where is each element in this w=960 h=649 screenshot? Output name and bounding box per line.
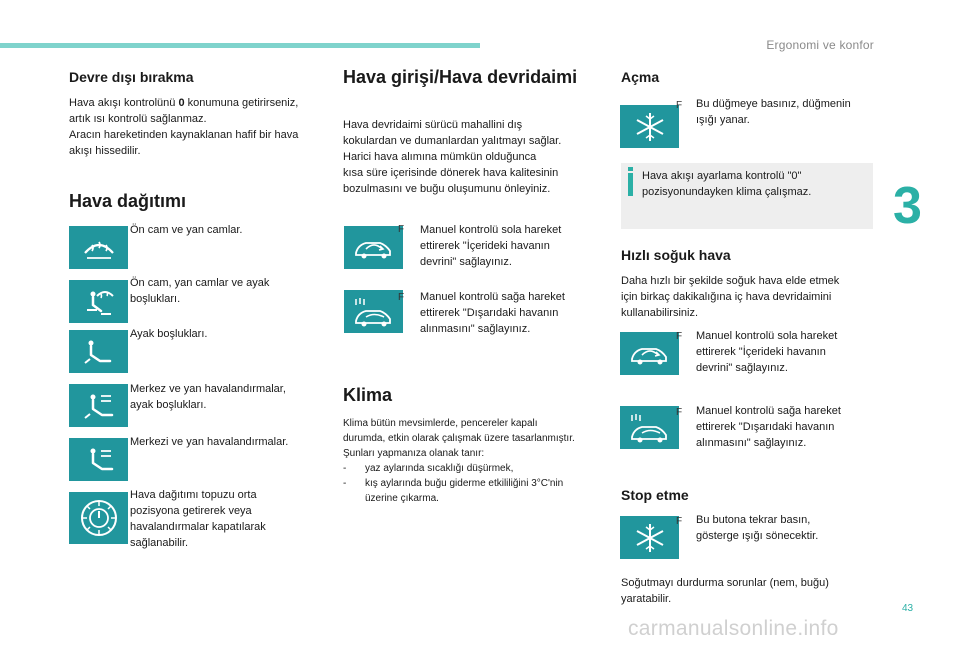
quick-recirculation-instruction: Manuel kontrolü sola hareket ettirerek "İçerideki havanın devrini" sağlayınız.	[696, 330, 838, 374]
section-title: Ergonomi ve konfor	[766, 38, 874, 52]
stop-heading: Stop etme	[621, 487, 689, 503]
distribution-item-4: Merkez ve yan havalandırmalar, ayak boşlukları.	[130, 383, 286, 411]
bullet-marker: F	[398, 224, 405, 235]
stop-note: Soğutmayı durdurma sorunlar (nem, buğu) yaratabilir.	[621, 577, 829, 605]
fresh-air-intake-icon	[620, 406, 679, 449]
distribution-item-2: Ön cam, yan camlar ve ayak boşlukları.	[130, 277, 270, 305]
snowflake-ac-icon	[620, 105, 679, 148]
distribution-item-5: Merkezi ve yan havalandırmalar.	[130, 436, 289, 448]
quick-cool-heading: Hızlı soğuk hava	[621, 247, 731, 263]
snowflake-ac-icon	[620, 516, 679, 559]
fresh-air-instruction: Manuel kontrolü sağa hareket ettirerek "Dışarıdaki havanın alınmasını" sağlayınız.	[420, 291, 565, 335]
deactivate-text: Hava akışı kontrolünü 0 konumuna getirirseniz, artık ısı kontrolü sağlanmaz. Aracın hareketinden kaynaklanan hafif bir hava akışı hissedilir.	[69, 97, 299, 157]
face-feet-airflow-icon	[69, 384, 128, 427]
bullet-marker: F	[398, 292, 405, 303]
bullet-marker: F	[676, 407, 683, 418]
windshield-feet-icon	[69, 280, 128, 323]
recirculation-instruction: Manuel kontrolü sola hareket ettirerek "İçerideki havanın devrini" sağlayınız.	[420, 224, 562, 268]
feet-airflow-icon	[69, 330, 128, 373]
watermark: carmanualsonline.info	[628, 617, 839, 640]
bullet-marker: F	[676, 516, 683, 527]
ac-text: Klima bütün mevsimlerde, pencereler kapalı durumda, etkin olarak çalışmak üzere tasarlanmıştır. Şunları yapmanıza olanak tanır: - yaz aylarında sıcaklığı düşürmek, - kış aylarında buğu giderme etkililiğini 3°C'nin üzerine çıkarma.	[343, 418, 575, 504]
bullet-marker: F	[676, 100, 683, 111]
recirculation-icon	[620, 332, 679, 375]
header-accent-bar	[0, 43, 480, 48]
info-note	[621, 163, 873, 229]
distribution-item-6: Hava dağıtımı topuzu orta pozisyona getirerek veya havalandırmalar kapatılarak sağlanabilir.	[130, 489, 266, 549]
quick-cool-text: Daha hızlı bir şekilde soğuk hava elde etmek için birkaç dakikalığına iç hava devridaimini kullanabilirsiniz.	[621, 275, 840, 319]
windshield-defrost-icon	[69, 226, 128, 269]
quick-fresh-air-instruction: Manuel kontrolü sağa hareket ettirerek "Dışarıdaki havanın alınmasını" sağlayınız.	[696, 405, 841, 449]
recirculation-icon	[344, 226, 403, 269]
distribution-heading: Hava dağıtımı	[69, 191, 187, 211]
stop-instruction: Bu butona tekrar basın, gösterge ışığı sönecektir.	[696, 514, 819, 542]
distribution-item-3: Ayak boşlukları.	[130, 328, 208, 340]
info-icon	[628, 173, 633, 196]
bullet-marker: F	[676, 331, 683, 342]
distribution-knob-icon	[69, 492, 128, 544]
ac-heading: Klima	[343, 385, 393, 405]
distribution-item-1: Ön cam ve yan camlar.	[130, 224, 243, 236]
air-intake-text: Hava devridaimi sürücü mahallini dış kokulardan ve dumanlardan yalıtmayı sağlar. Harici hava alımına mümkün olduğunca kısa süre içerisinde dönerek hava kalitesinin bozulmasını ve buğu oluşumunu önleyiniz.	[343, 119, 562, 195]
info-note-text: Hava akışı ayarlama kontrolü "0" pozisyonundayken klima çalışmaz.	[642, 170, 812, 198]
chapter-number: 3	[893, 177, 922, 235]
fresh-air-intake-icon	[344, 290, 403, 333]
air-intake-heading: Hava girişi/Hava devridaimi	[343, 67, 578, 87]
activation-heading: Açma	[621, 69, 660, 85]
activation-instruction: Bu düğmeye basınız, düğmenin ışığı yanar.	[696, 98, 851, 126]
face-airflow-icon	[69, 438, 128, 481]
page-number: 43	[902, 603, 914, 614]
deactivate-heading: Devre dışı bırakma	[69, 69, 194, 85]
